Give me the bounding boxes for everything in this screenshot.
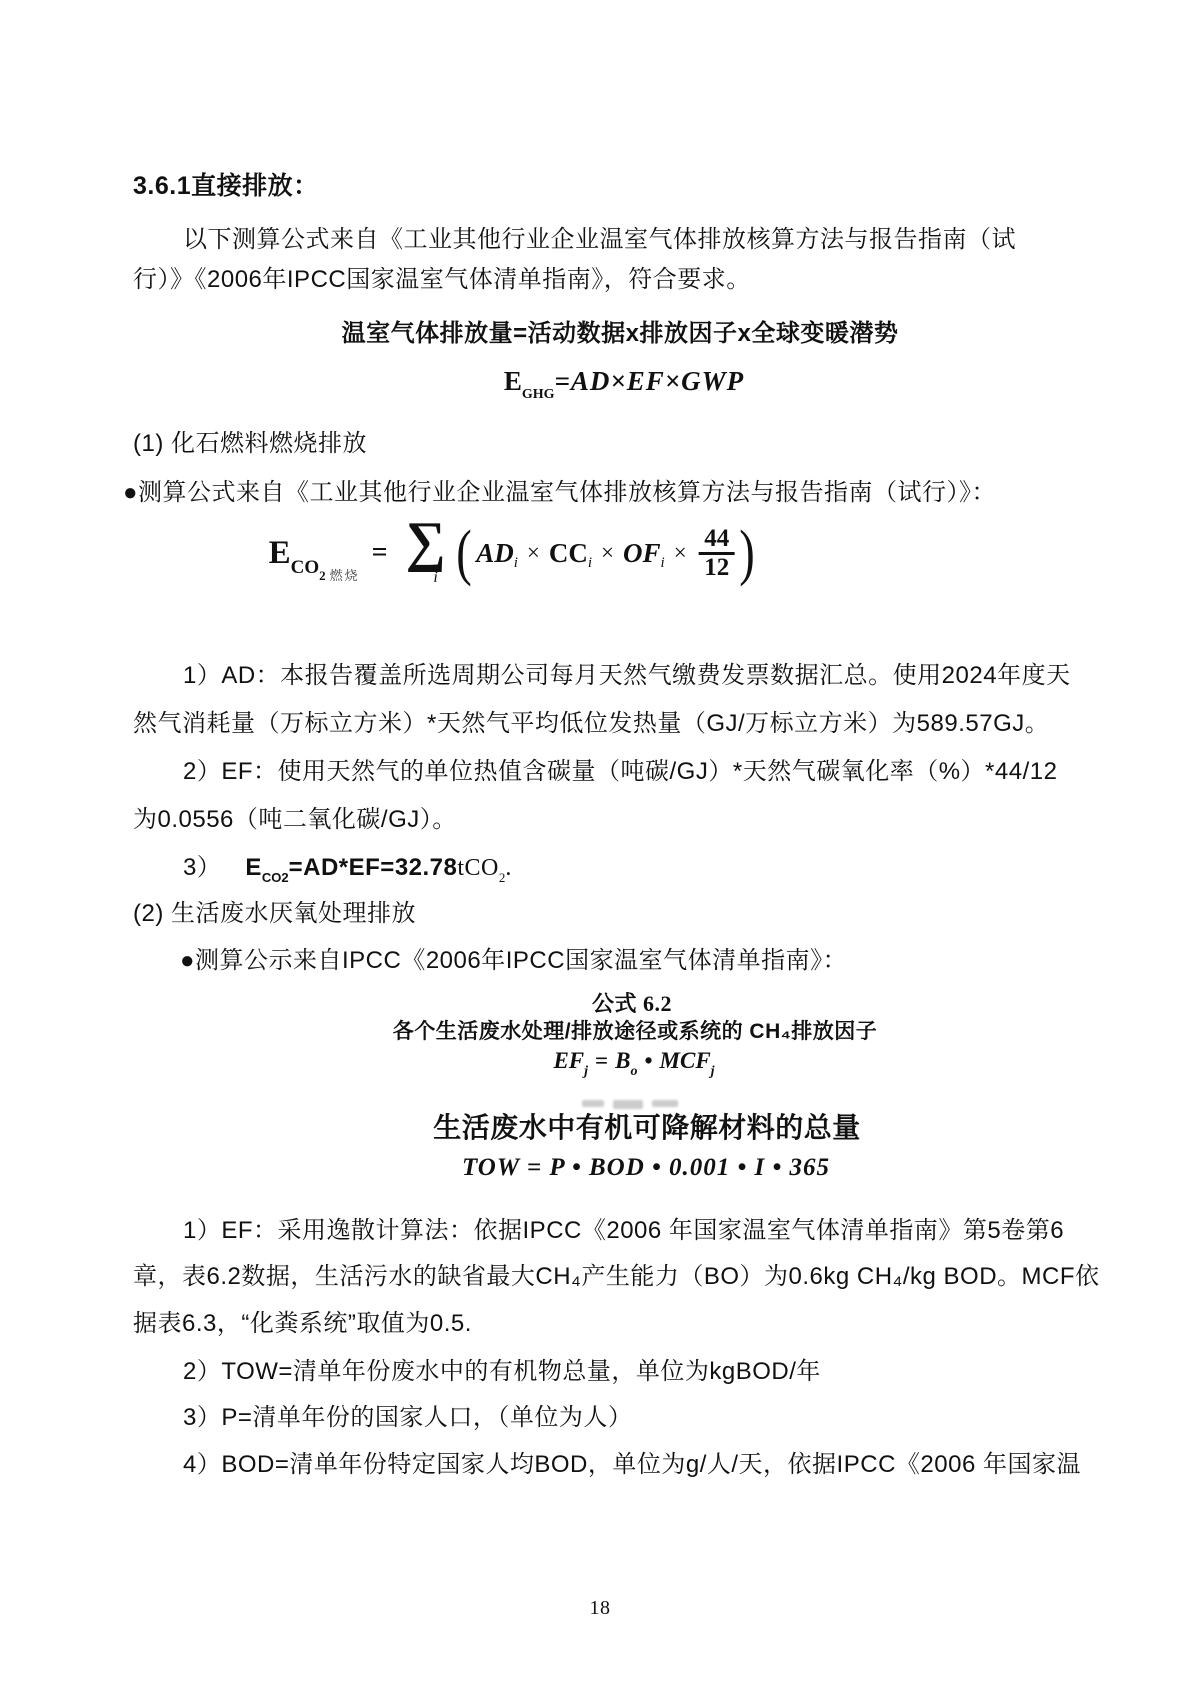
- efj-bo-sub: o: [630, 1064, 638, 1079]
- eco2-result-unit: tCO: [457, 855, 499, 881]
- ghg-formula: [503, 366, 745, 402]
- eco2-result-period: .: [505, 855, 512, 881]
- eco2-result-index: 3）: [183, 854, 222, 881]
- ghg-formula-rhs: =AD×EF×GWP: [554, 366, 745, 396]
- eco2-lhs-base: E: [268, 534, 291, 571]
- fraction-denominator: 12: [704, 553, 730, 581]
- term-ad: AD: [476, 537, 514, 568]
- ef-dispersion-note-line-1: 1）EF：采用逸散计算法：依据IPCC《2006 年国家温室气体清单指南》第5卷第6: [183, 1217, 1065, 1244]
- ad-note-line-1: 1）AD：本报告覆盖所选周期公司每月天然气缴费发票数据汇总。使用2024年度天: [183, 662, 1071, 689]
- efj-equals: =: [595, 1048, 609, 1073]
- ghg-rule-line: 温室气体排放量=活动数据x排放因子x全球变暖潜势: [341, 320, 899, 347]
- eco2-equals: =: [371, 537, 388, 569]
- eco2-lhs-subcn: 燃烧: [329, 567, 360, 583]
- efj-mcf: MCF: [659, 1048, 711, 1073]
- eco2-lhs-sub: CO: [290, 556, 320, 578]
- ef-dispersion-note-line-3: 据表6.3，“化粪系统”取值为0.5.: [133, 1310, 472, 1337]
- intro-line-1: 以下测算公式来自《工业其他行业企业温室气体排放核算方法与报告指南（试: [183, 226, 1016, 253]
- bod-note: 4）BOD=清单年份特定国家人均BOD，单位为g/人/天，依据IPCC《2006 年国家温: [183, 1451, 1081, 1478]
- eco2-result-value: =AD*EF=32.78: [288, 854, 458, 881]
- source-bullet-line-1: ●测算公式来自《工业其他行业企业温室气体排放核算方法与报告指南（试行）》：: [123, 479, 996, 506]
- eco2-result-line: [183, 852, 512, 887]
- term-of-sub: i: [660, 554, 665, 571]
- source-bullet-line-2: ●测算公示来自IPCC《2006年IPCC国家温室气体清单指南》：: [180, 947, 848, 974]
- ghg-formula-subscript: GHG: [521, 387, 555, 402]
- eco2-lhs-sub2: 2: [319, 567, 326, 583]
- ef-note-line-1: 2）EF：使用天然气的单位热值含碳量（吨碳/GJ）*天然气碳氧化率（%）*44/12: [183, 758, 1058, 785]
- efj-bo: B: [615, 1048, 631, 1073]
- efj-dot: •: [644, 1048, 653, 1073]
- times-3: ×: [673, 540, 687, 566]
- page-number: 18: [589, 1597, 611, 1619]
- fossil-fuel-item: (1) 化石燃料燃烧排放: [133, 430, 367, 457]
- ef-dispersion-note-line-2: 章，表6.2数据，生活污水的缺省最大CH₄产生能力（BO）为0.6kg CH₄/kg BOD。MCF依: [133, 1263, 1100, 1290]
- times-1: ×: [526, 540, 540, 566]
- tow-formula: TOW = P • BOD • 0.001 • I • 365: [461, 1154, 831, 1181]
- fraction-numerator: 44: [704, 524, 730, 552]
- term-cc-sub: i: [587, 554, 593, 571]
- tow-title: 生活废水中有机可降解材料的总量: [433, 1112, 861, 1143]
- wastewater-item: (2) 生活废水厌氧处理排放: [133, 900, 416, 927]
- efj-lhs: EF: [553, 1048, 585, 1073]
- intro-line-2: 行）》《2006年IPCC国家温室气体清单指南》，符合要求。: [133, 266, 751, 293]
- ghg-formula-base: E: [503, 366, 522, 396]
- efj-lhs-sub: j: [584, 1064, 589, 1079]
- term-ad-sub: i: [513, 554, 518, 571]
- ef-note-line-2: 为0.0556（吨二氧化碳/GJ）。: [133, 806, 457, 833]
- close-paren: ): [739, 518, 755, 587]
- eco2-lhs: [268, 534, 360, 583]
- term-cc: CC: [548, 537, 588, 568]
- times-2: ×: [601, 540, 615, 566]
- faint-print-artifact: [582, 1100, 678, 1109]
- eco2-result-unit-sub: 2: [498, 870, 506, 885]
- formula-6-2-subtitle: 各个生活废水处理/排放途径或系统的 CH₄排放因子: [392, 1020, 878, 1043]
- sigma-symbol: [405, 511, 446, 587]
- ad-note-line-2: 然气消耗量（万标立方米）*天然气平均低位发热量（GJ/万标立方米）为589.57GJ。: [133, 710, 1050, 737]
- ef-mcf-formula: [553, 1048, 715, 1079]
- sigma-glyph: ∑: [405, 511, 446, 573]
- eco2-result-base: E: [245, 854, 262, 881]
- open-paren: (: [456, 518, 472, 587]
- tow-note: 2）TOW=清单年份废水中的有机物总量，单位为kgBOD/年: [183, 1358, 821, 1385]
- co2-combustion-formula: [268, 511, 760, 587]
- population-note: 3）P=清单年份的国家人口，（单位为人）: [183, 1404, 633, 1431]
- section-heading: 3.6.1直接排放：: [133, 172, 319, 200]
- fraction-44-12: [699, 526, 735, 582]
- sigma-index: i: [433, 568, 438, 586]
- eco2-result-sub: CO2: [261, 870, 289, 885]
- efj-mcf-sub: j: [710, 1064, 715, 1079]
- term-of: OF: [623, 537, 661, 568]
- formula-6-2-title: 公式 6.2: [591, 991, 673, 1016]
